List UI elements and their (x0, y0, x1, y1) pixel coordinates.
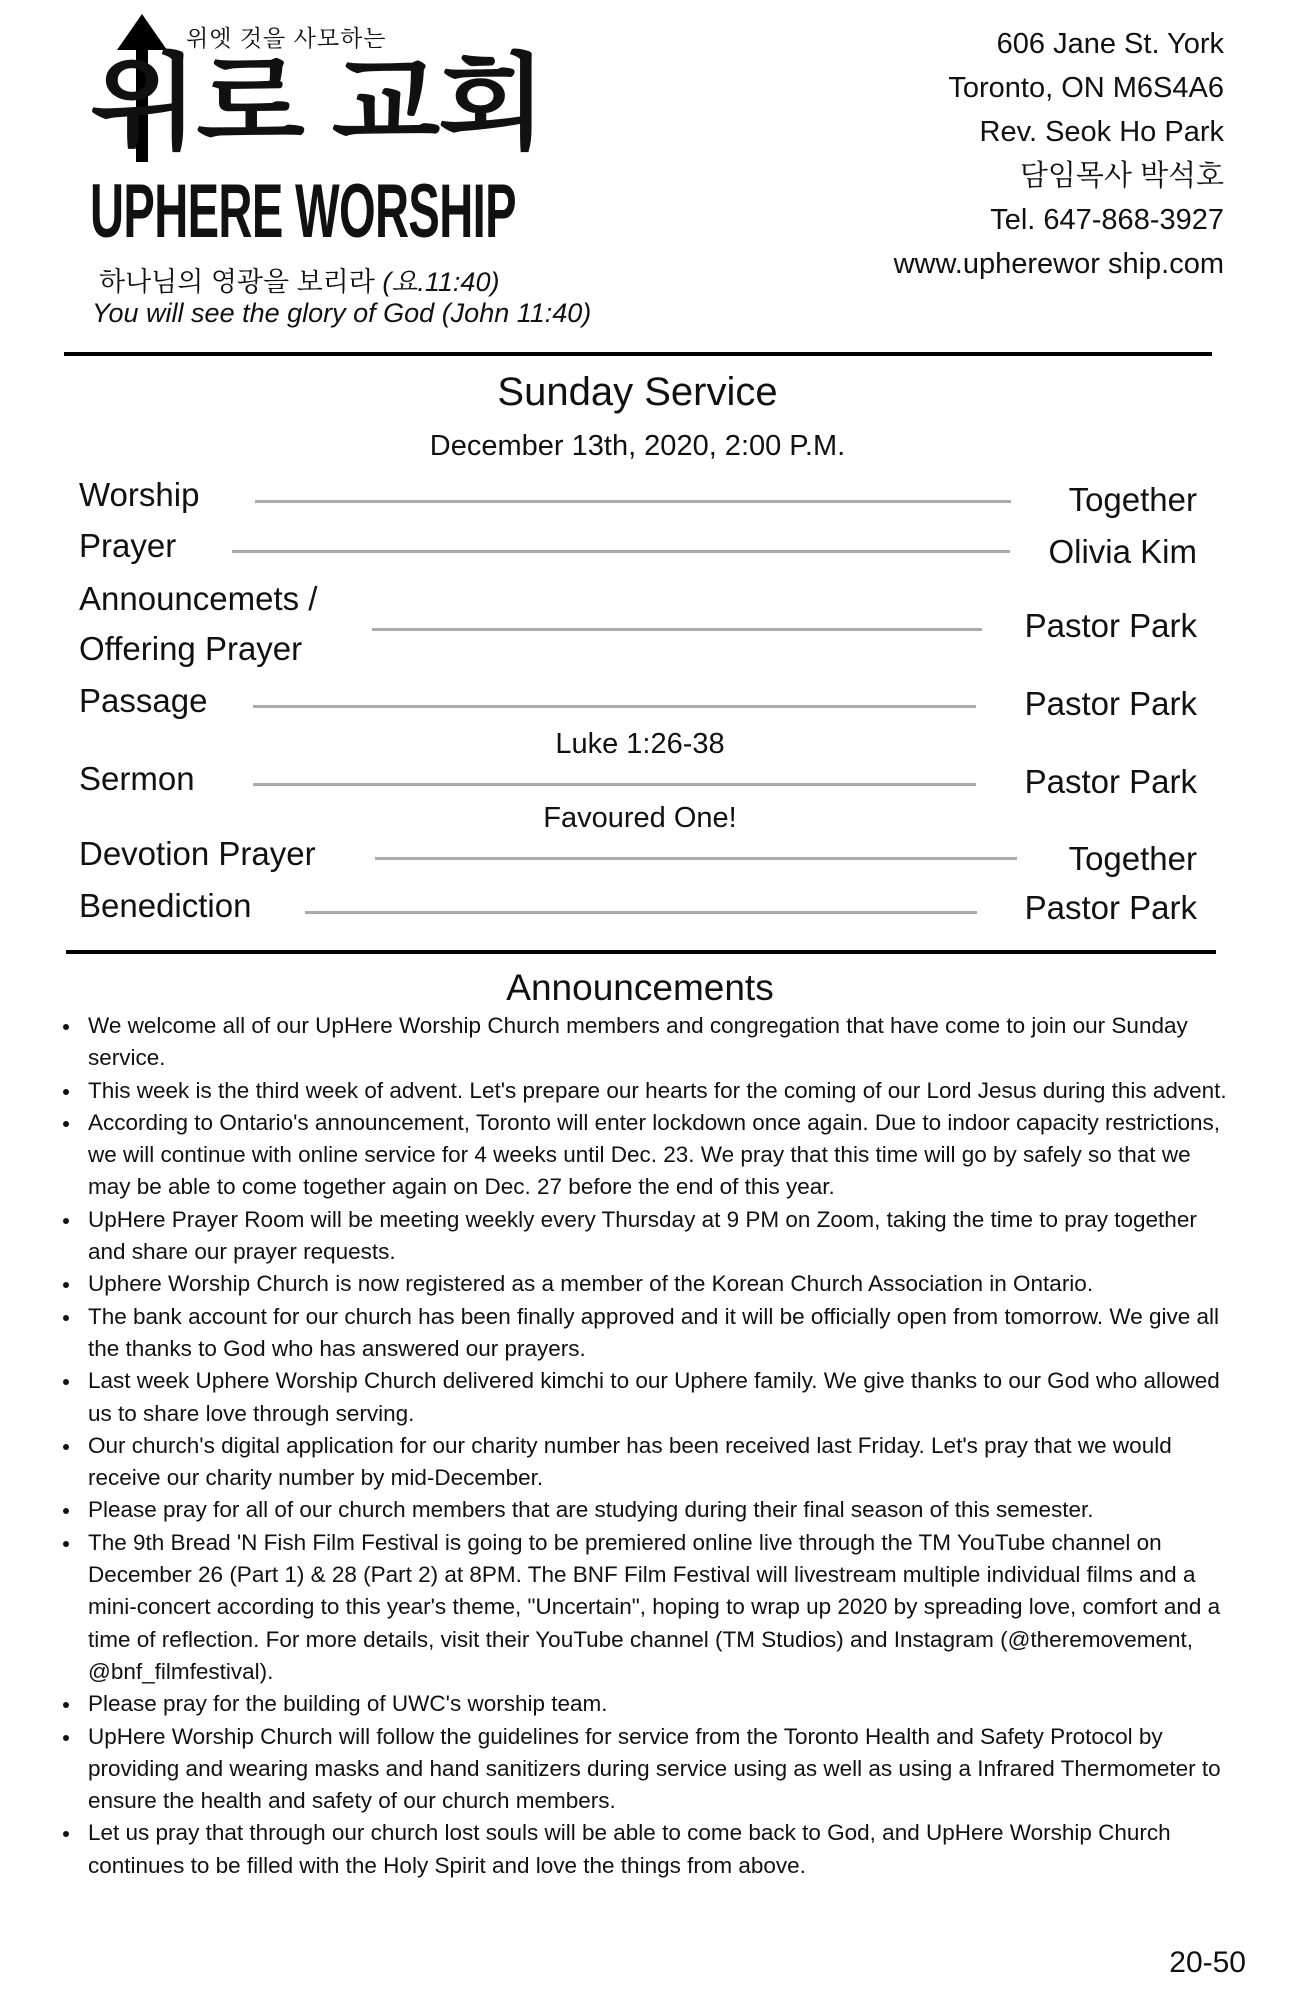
service-item-leader: Pastor Park (1024, 607, 1197, 644)
pastor-name-korean: 담임목사 박석호 (1019, 160, 1224, 192)
website-link[interactable]: www.upherewor ship.com (893, 248, 1224, 280)
leader-line (255, 500, 1011, 503)
service-item-leader: Pastor Park (1024, 685, 1197, 722)
phone-number: Tel. 647-868-3927 (990, 204, 1224, 236)
service-item-leader: Together (1068, 840, 1197, 877)
service-item-label: Worship (79, 476, 200, 513)
service-item-label: Passage (79, 682, 208, 719)
announcement-item: Please pray for the building of UWC's worship team. (88, 1688, 1238, 1720)
verse-korean-text: 하나님의 영광을 보리라 (99, 267, 383, 297)
service-item-label: Prayer (79, 527, 177, 564)
announcement-item: Last week Uphere Worship Church delivered kimchi to our Uphere family. We give thanks to our God who allowed us to share love through serving. (88, 1365, 1238, 1430)
logo-tagline: 위엣 것을 사모하는 (186, 25, 387, 51)
verse-korean-reference: (요.11:40) (382, 267, 500, 297)
announcement-item: This week is the third week of advent. Let's prepare our hearts for the coming of our Lord Jesus during this advent. (88, 1075, 1238, 1107)
address-line-1: 606 Jane St. York (996, 28, 1224, 60)
announcement-item: Our church's digital application for our charity number has been received last Friday. Let's pray that we would receive our charity number by mid-December. (88, 1430, 1238, 1495)
service-item-leader: Together (1068, 481, 1197, 518)
leader-line (253, 783, 976, 786)
announcement-item: The 9th Bread 'N Fish Film Festival is going to be premiered online live through the TM YouTube channel on December 26 (Part 1) & 28 (Part 2) at 8PM. The BNF Film Festival will livestream multiple individual films and a mini-concert according to this year's theme, "Uncertain", hoping to wrap up 2020 by spreading love, comfort and a time of reflection. For more details, visit their YouTube channel (TM Studios) and Instagram (@theremovement, @bnf_filmfestival). (88, 1527, 1238, 1688)
leader-line (253, 705, 976, 708)
service-item-label: Devotion Prayer (79, 835, 316, 872)
service-item-label: Benediction (79, 887, 252, 924)
announcement-item: UpHere Prayer Room will be meeting weekly every Thursday at 9 PM on Zoom, taking the time to pray together and share our prayer requests. (88, 1204, 1238, 1269)
service-item-leader: Pastor Park (1024, 763, 1197, 800)
service-item-leader: Pastor Park (1024, 889, 1197, 926)
leader-line (232, 550, 1010, 553)
address-line-2: Toronto, ON M6S4A6 (948, 72, 1224, 104)
church-name-english: UPHERE WORSHIP (90, 169, 516, 254)
section-divider (66, 950, 1216, 954)
service-item-label: Announcemets / (79, 580, 318, 617)
announcement-item: We welcome all of our UpHere Worship Church members and congregation that have come to join our Sunday service. (88, 1010, 1238, 1075)
passage-reference: Luke 1:26-38 (555, 728, 725, 760)
header-divider (64, 352, 1212, 356)
service-item-label: Sermon (79, 760, 195, 797)
verse-english: You will see the glory of God (John 11:40) (92, 298, 592, 328)
announcement-item: UpHere Worship Church will follow the guidelines for service from the Toronto Health and Safety Protocol by providing and wearing masks and hand sanitizers during service using as well as using a Infrared Thermometer to ensure the health and safety of our church members. (88, 1721, 1238, 1818)
contact-block (894, 22, 1224, 286)
pastor-name-english: Rev. Seok Ho Park (979, 116, 1224, 148)
announcements-list (88, 1010, 1238, 1882)
leader-line (372, 628, 982, 631)
page-number: 20-50 (1169, 1946, 1246, 1979)
leader-line (375, 857, 1017, 860)
announcement-item: Please pray for all of our church members that are studying during their final season of this semester. (88, 1494, 1238, 1526)
church-name-korean: 위로 교회 (90, 46, 545, 162)
sermon-title: Favoured One! (543, 802, 737, 834)
announcement-item: Uphere Worship Church is now registered as a member of the Korean Church Association in Ontario. (88, 1268, 1238, 1300)
service-title: Sunday Service (497, 370, 778, 414)
verse-korean (99, 260, 499, 299)
announcement-item: According to Ontario's announcement, Toronto will enter lockdown once again. Due to indoor capacity restrictions, we will continue with online service for 4 weeks until Dec. 23. We pray that this time will go by safely so that we may be able to come together again on Dec. 27 before the end of this year. (88, 1107, 1238, 1204)
announcement-item: Let us pray that through our church lost souls will be able to come back to God, and UpHere Worship Church continues to be filled with the Holy Spirit and love the things from above. (88, 1817, 1238, 1882)
service-date: December 13th, 2020, 2:00 P.M. (429, 430, 846, 462)
announcement-item: The bank account for our church has been finally approved and it will be officially open from tomorrow. We give all the thanks to God who has answered our prayers. (88, 1301, 1238, 1366)
service-item-leader: Olivia Kim (1048, 533, 1197, 570)
service-item-label-line2: Offering Prayer (79, 630, 303, 667)
leader-line (305, 911, 977, 914)
announcements-title: Announcements (506, 967, 774, 1008)
